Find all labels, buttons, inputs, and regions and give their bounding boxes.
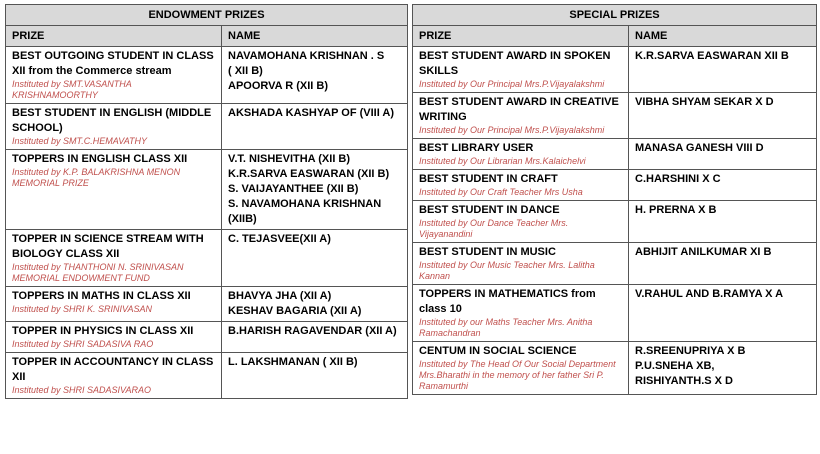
winner-name: C. TEJASVEE(XII A)	[228, 233, 331, 245]
winner-name: B.HARISH RAGAVENDAR (XII A)	[228, 325, 397, 337]
name-cell	[222, 47, 408, 104]
prize-cell	[6, 47, 222, 104]
name-cell	[222, 104, 408, 150]
prize-title: TOPPERS IN MATHEMATICS from class 10	[419, 288, 596, 315]
prize-cell	[6, 287, 222, 322]
name-cell	[222, 287, 408, 322]
table-row	[413, 342, 817, 395]
name-cell	[222, 353, 408, 399]
prize-title: BEST STUDENT IN CRAFT	[419, 173, 558, 185]
prize-instituted-by: Instituted by SHRI K. SRINIVASAN	[12, 304, 153, 314]
prize-cell	[413, 285, 629, 342]
prize-instituted-by: Instituted by our Maths Teacher Mrs. Anitha Ramachandran	[419, 317, 593, 338]
prize-instituted-by: Instituted by Our Craft Teacher Mrs Usha	[419, 187, 583, 197]
prize-cell	[413, 342, 629, 395]
table-row	[6, 287, 408, 322]
name-cell	[222, 322, 408, 353]
prize-title: TOPPER IN ACCOUNTANCY IN CLASS XII	[12, 356, 214, 383]
winner-name: MANASA GANESH VIII D	[635, 142, 764, 154]
prize-cell	[413, 139, 629, 170]
prize-cell	[413, 47, 629, 93]
endowment-prizes-title: ENDOWMENT PRIZES	[6, 5, 408, 26]
winner-name: S. NAVAMOHANA KRISHNAN (XIIB)	[228, 198, 382, 225]
prize-instituted-by: Instituted by SHRI SADASIVA RAO	[12, 339, 154, 349]
prize-title: BEST OUTGOING STUDENT IN CLASS XII from the Commerce stream	[12, 50, 214, 77]
prize-instituted-by: Instituted by SHRI SADASIVARAO	[12, 385, 152, 395]
endowment-prizes-body	[6, 47, 408, 399]
prize-cell	[413, 170, 629, 201]
prize-title: BEST STUDENT IN MUSIC	[419, 246, 556, 258]
table-row	[413, 93, 817, 139]
winner-name: K.R.SARVA EASWARAN (XII B)	[228, 168, 390, 180]
prize-instituted-by: Instituted by SMT.C.HEMAVATHY	[12, 136, 148, 146]
name-cell	[629, 47, 817, 93]
table-row	[413, 201, 817, 243]
prize-title: BEST STUDENT AWARD IN SPOKEN SKILLS	[419, 50, 611, 77]
table-row	[413, 47, 817, 93]
prize-instituted-by: Instituted by THANTHONI N. SRINIVASAN MEMORIAL ENDOWMENT FUND	[12, 262, 184, 283]
winner-name: ABHIJIT ANILKUMAR XI B	[635, 246, 772, 258]
winner-name: L. LAKSHMANAN ( XII B)	[228, 356, 358, 368]
winner-name: R.SREENUPRIYA X B	[635, 345, 746, 357]
prize-instituted-by: Instituted by K.P. BALAKRISHNA MENON MEMORIAL PRIZE	[12, 167, 181, 188]
name-cell	[222, 150, 408, 230]
name-cell	[629, 342, 817, 395]
prize-title: CENTUM IN SOCIAL SCIENCE	[419, 345, 577, 357]
prize-instituted-by: Instituted by The Head Of Our Social Department Mrs.Bharathi in the memory of her father Sri P. Ramamurthi	[419, 359, 616, 391]
name-cell	[629, 170, 817, 201]
name-cell	[222, 230, 408, 287]
table-row	[6, 353, 408, 399]
prize-title: TOPPER IN PHYSICS IN CLASS XII	[12, 325, 194, 337]
prize-title: BEST STUDENT IN ENGLISH (MIDDLE SCHOOL)	[12, 107, 212, 134]
name-column-header: NAME	[629, 26, 817, 47]
prize-cell	[6, 104, 222, 150]
winner-name: S. VAIJAYANTHEE (XII B)	[228, 183, 359, 195]
prize-instituted-by: Instituted by Our Principal Mrs.P.Vijayalakshmi	[419, 125, 605, 135]
winner-name: RISHIYANTH.S X D	[635, 375, 734, 387]
table-row	[6, 230, 408, 287]
prize-column-header: PRIZE	[6, 26, 222, 47]
endowment-prizes-table	[5, 4, 408, 399]
winner-name: ( XII B)	[228, 65, 263, 77]
prize-title: TOPPERS IN ENGLISH CLASS XII	[12, 153, 188, 165]
prize-instituted-by: Instituted by Our Principal Mrs.P.Vijayalakshmi	[419, 79, 605, 89]
prize-title: BEST STUDENT IN DANCE	[419, 204, 560, 216]
prize-instituted-by: Instituted by SMT.VASANTHA KRISHNAMOORTHY	[12, 79, 132, 100]
winner-name: V.RAHUL AND B.RAMYA X A	[635, 288, 784, 300]
name-cell	[629, 139, 817, 170]
special-prizes-title: SPECIAL PRIZES	[413, 5, 817, 26]
name-cell	[629, 93, 817, 139]
table-row	[6, 104, 408, 150]
name-cell	[629, 243, 817, 285]
table-row	[6, 150, 408, 230]
winner-name: VIBHA SHYAM SEKAR X D	[635, 96, 774, 108]
name-column-header: NAME	[222, 26, 408, 47]
prize-title: TOPPERS IN MATHS IN CLASS XII	[12, 290, 191, 302]
winner-name: AKSHADA KASHYAP OF (VIII A)	[228, 107, 395, 119]
special-prizes-table	[412, 4, 817, 395]
prize-cell	[6, 230, 222, 287]
table-row	[6, 322, 408, 353]
winner-name: V.T. NISHEVITHA (XII B)	[228, 153, 351, 165]
table-row	[413, 285, 817, 342]
prize-cell	[6, 353, 222, 399]
prize-cell	[6, 150, 222, 230]
table-row	[6, 47, 408, 104]
winner-name: KESHAV BAGARIA (XII A)	[228, 305, 362, 317]
name-cell	[629, 285, 817, 342]
table-row	[413, 243, 817, 285]
prize-column-header: PRIZE	[413, 26, 629, 47]
table-row	[413, 139, 817, 170]
prize-cell	[413, 243, 629, 285]
winner-name: K.R.SARVA EASWARAN XII B	[635, 50, 789, 62]
special-prizes-body	[413, 47, 817, 395]
prize-instituted-by: Instituted by Our Librarian Mrs.Kalaichelvi	[419, 156, 586, 166]
prize-title: BEST LIBRARY USER	[419, 142, 534, 154]
prize-cell	[413, 201, 629, 243]
prize-instituted-by: Instituted by Our Music Teacher Mrs. Lalitha Kannan	[419, 260, 595, 281]
winner-name: P.U.SNEHA XB,	[635, 360, 715, 372]
prize-cell	[6, 322, 222, 353]
winner-name: APOORVA R (XII B)	[228, 80, 329, 92]
name-cell	[629, 201, 817, 243]
winner-name: H. PRERNA X B	[635, 204, 717, 216]
winner-name: C.HARSHINI X C	[635, 173, 721, 185]
prize-title: BEST STUDENT AWARD IN CREATIVE WRITING	[419, 96, 619, 123]
prize-title: TOPPER IN SCIENCE STREAM WITH BIOLOGY CLASS XII	[12, 233, 204, 260]
prize-cell	[413, 93, 629, 139]
table-row	[413, 170, 817, 201]
prize-instituted-by: Instituted by Our Dance Teacher Mrs. Vijayanandini	[419, 218, 569, 239]
winner-name: BHAVYA JHA (XII A)	[228, 290, 332, 302]
winner-name: NAVAMOHANA KRISHNAN . S	[228, 50, 385, 62]
